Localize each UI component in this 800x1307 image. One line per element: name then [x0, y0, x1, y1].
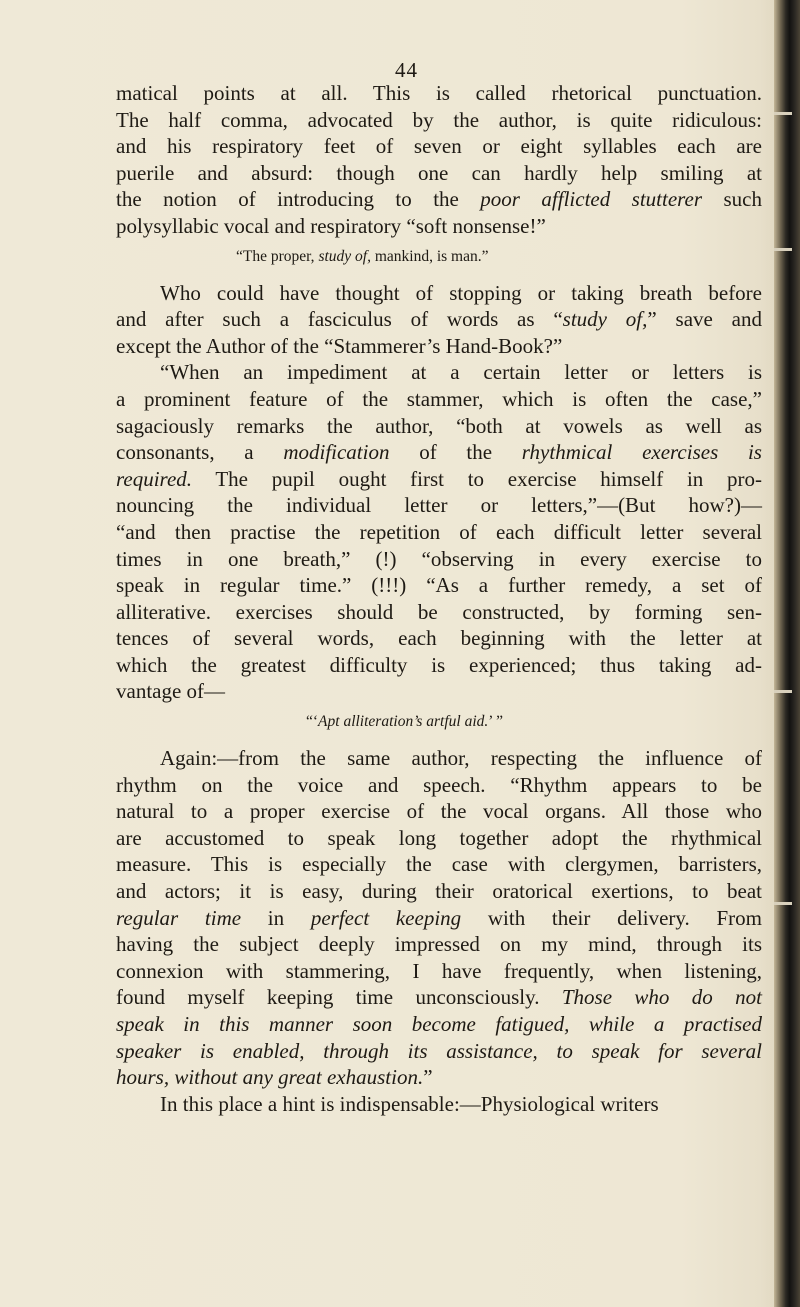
text-line: measure. This is especially the case with clergymen, barristers,: [116, 852, 762, 877]
text-line: having the subject deeply impressed on my mind, through its: [116, 932, 762, 957]
text-line: [116, 1038, 762, 1065]
book-spine-shadow: [774, 0, 800, 1307]
spine-mark: [774, 248, 792, 251]
italic-emphasis: regular time: [116, 905, 242, 930]
text-line: required. The pupil ought first to exercise himself in pro-: [116, 466, 762, 491]
spine-mark: [774, 690, 792, 693]
text-line: natural to a proper exercise of the vocal organs. All those who: [116, 799, 762, 824]
text-line: are accustomed to speak long together adopt the rhythmical: [116, 825, 762, 850]
spine-mark: [774, 902, 792, 905]
epigraph-quote: “The proper, study of, mankind, is man.”: [236, 247, 489, 265]
text-line: rhythm on the voice and speech. “Rhythm appears to be: [116, 772, 762, 797]
italic-emphasis: modification: [283, 440, 390, 465]
text-line: found myself keeping time unconsciously. Those who do not: [116, 985, 762, 1010]
text-line: polysyllabic vocal and respiratory “soft nonsense!”: [116, 213, 546, 238]
text-line: matical points at all. This is called rhetorical punctuation.: [116, 81, 762, 105]
italic-emphasis: speaker is enabled, through its assistance, to speak for several: [116, 1038, 762, 1063]
text-line: “and then practise the repetition of each difficult letter several: [116, 519, 762, 544]
alliteration-quote: “‘Apt alliteration’s artful aid.’ ”: [306, 713, 504, 731]
text-line: In this place a hint is indispensable:—Physiological writers: [160, 1091, 659, 1116]
text-line: Who could have thought of stopping or taking breath before: [160, 280, 762, 305]
text-line: The half comma, advocated by the author, is quite ridiculous:: [116, 107, 762, 132]
text-line: which the greatest difficulty is experienced; thus taking ad-: [116, 652, 762, 677]
text-line: times in one breath,” (!) “observing in every exercise to: [116, 546, 762, 571]
text-line: Again:—from the same author, respecting the influence of: [160, 746, 762, 771]
text-line: nouncing the individual letter or letters,”—(But how?)—: [116, 493, 762, 518]
text-line: speak in regular time.” (!!!) “As a further remedy, a set of: [116, 573, 762, 598]
text-line: tences of several words, each beginning with the letter at: [116, 626, 762, 651]
text-line: and after such a fasciculus of words as “study of,” save and: [116, 307, 762, 332]
italic-emphasis: Apt alliteration’s artful aid.: [318, 713, 489, 731]
text-line: except the Author of the “Stammerer’s Hand-Book?”: [116, 333, 563, 358]
italic-emphasis: hours, without any great exhaustion.: [116, 1065, 424, 1090]
text-line: sagaciously remarks the author, “both at vowels as well as: [116, 413, 762, 438]
text-line: [116, 1011, 762, 1038]
text-line: and his respiratory feet of seven or eight syllables each are: [116, 134, 762, 159]
text-line: consonants, a modification of the rhythmical exercises is: [116, 440, 762, 465]
italic-emphasis: study of,: [562, 307, 648, 332]
text-line: the notion of introducing to the poor afflicted stutterer such: [116, 187, 763, 212]
text-line: “When an impediment at a certain letter or letters is: [160, 360, 762, 385]
spine-mark: [774, 112, 792, 115]
italic-emphasis: study of,: [318, 247, 371, 265]
text-line: connexion with stammering, I have frequently, when listening,: [116, 958, 762, 983]
italic-emphasis: speak in this manner soon become fatigued, while a practised: [116, 1012, 762, 1036]
body-text: [116, 80, 762, 1117]
text-line: and actors; it is easy, during their oratorical exertions, to beat: [116, 879, 762, 904]
text-line: regular time in perfect keeping with their delivery. From: [116, 905, 762, 930]
italic-emphasis: perfect keeping: [310, 905, 462, 930]
italic-emphasis: rhythmical exercises is: [521, 440, 762, 465]
text-line: hours, without any great exhaustion.”: [116, 1065, 433, 1090]
text-line: vantage of—: [116, 679, 226, 704]
italic-emphasis: Those who do not: [561, 985, 762, 1010]
text-line: a prominent feature of the stammer, which is often the case,”: [116, 386, 762, 411]
italic-emphasis: poor afflicted stutterer: [480, 187, 703, 212]
italic-emphasis: required.: [116, 466, 193, 491]
page-number: 44: [395, 58, 418, 82]
text-line: puerile and absurd: though one can hardly help smiling at: [116, 160, 762, 185]
text-line: alliterative. exercises should be constructed, by forming sen-: [116, 599, 762, 624]
